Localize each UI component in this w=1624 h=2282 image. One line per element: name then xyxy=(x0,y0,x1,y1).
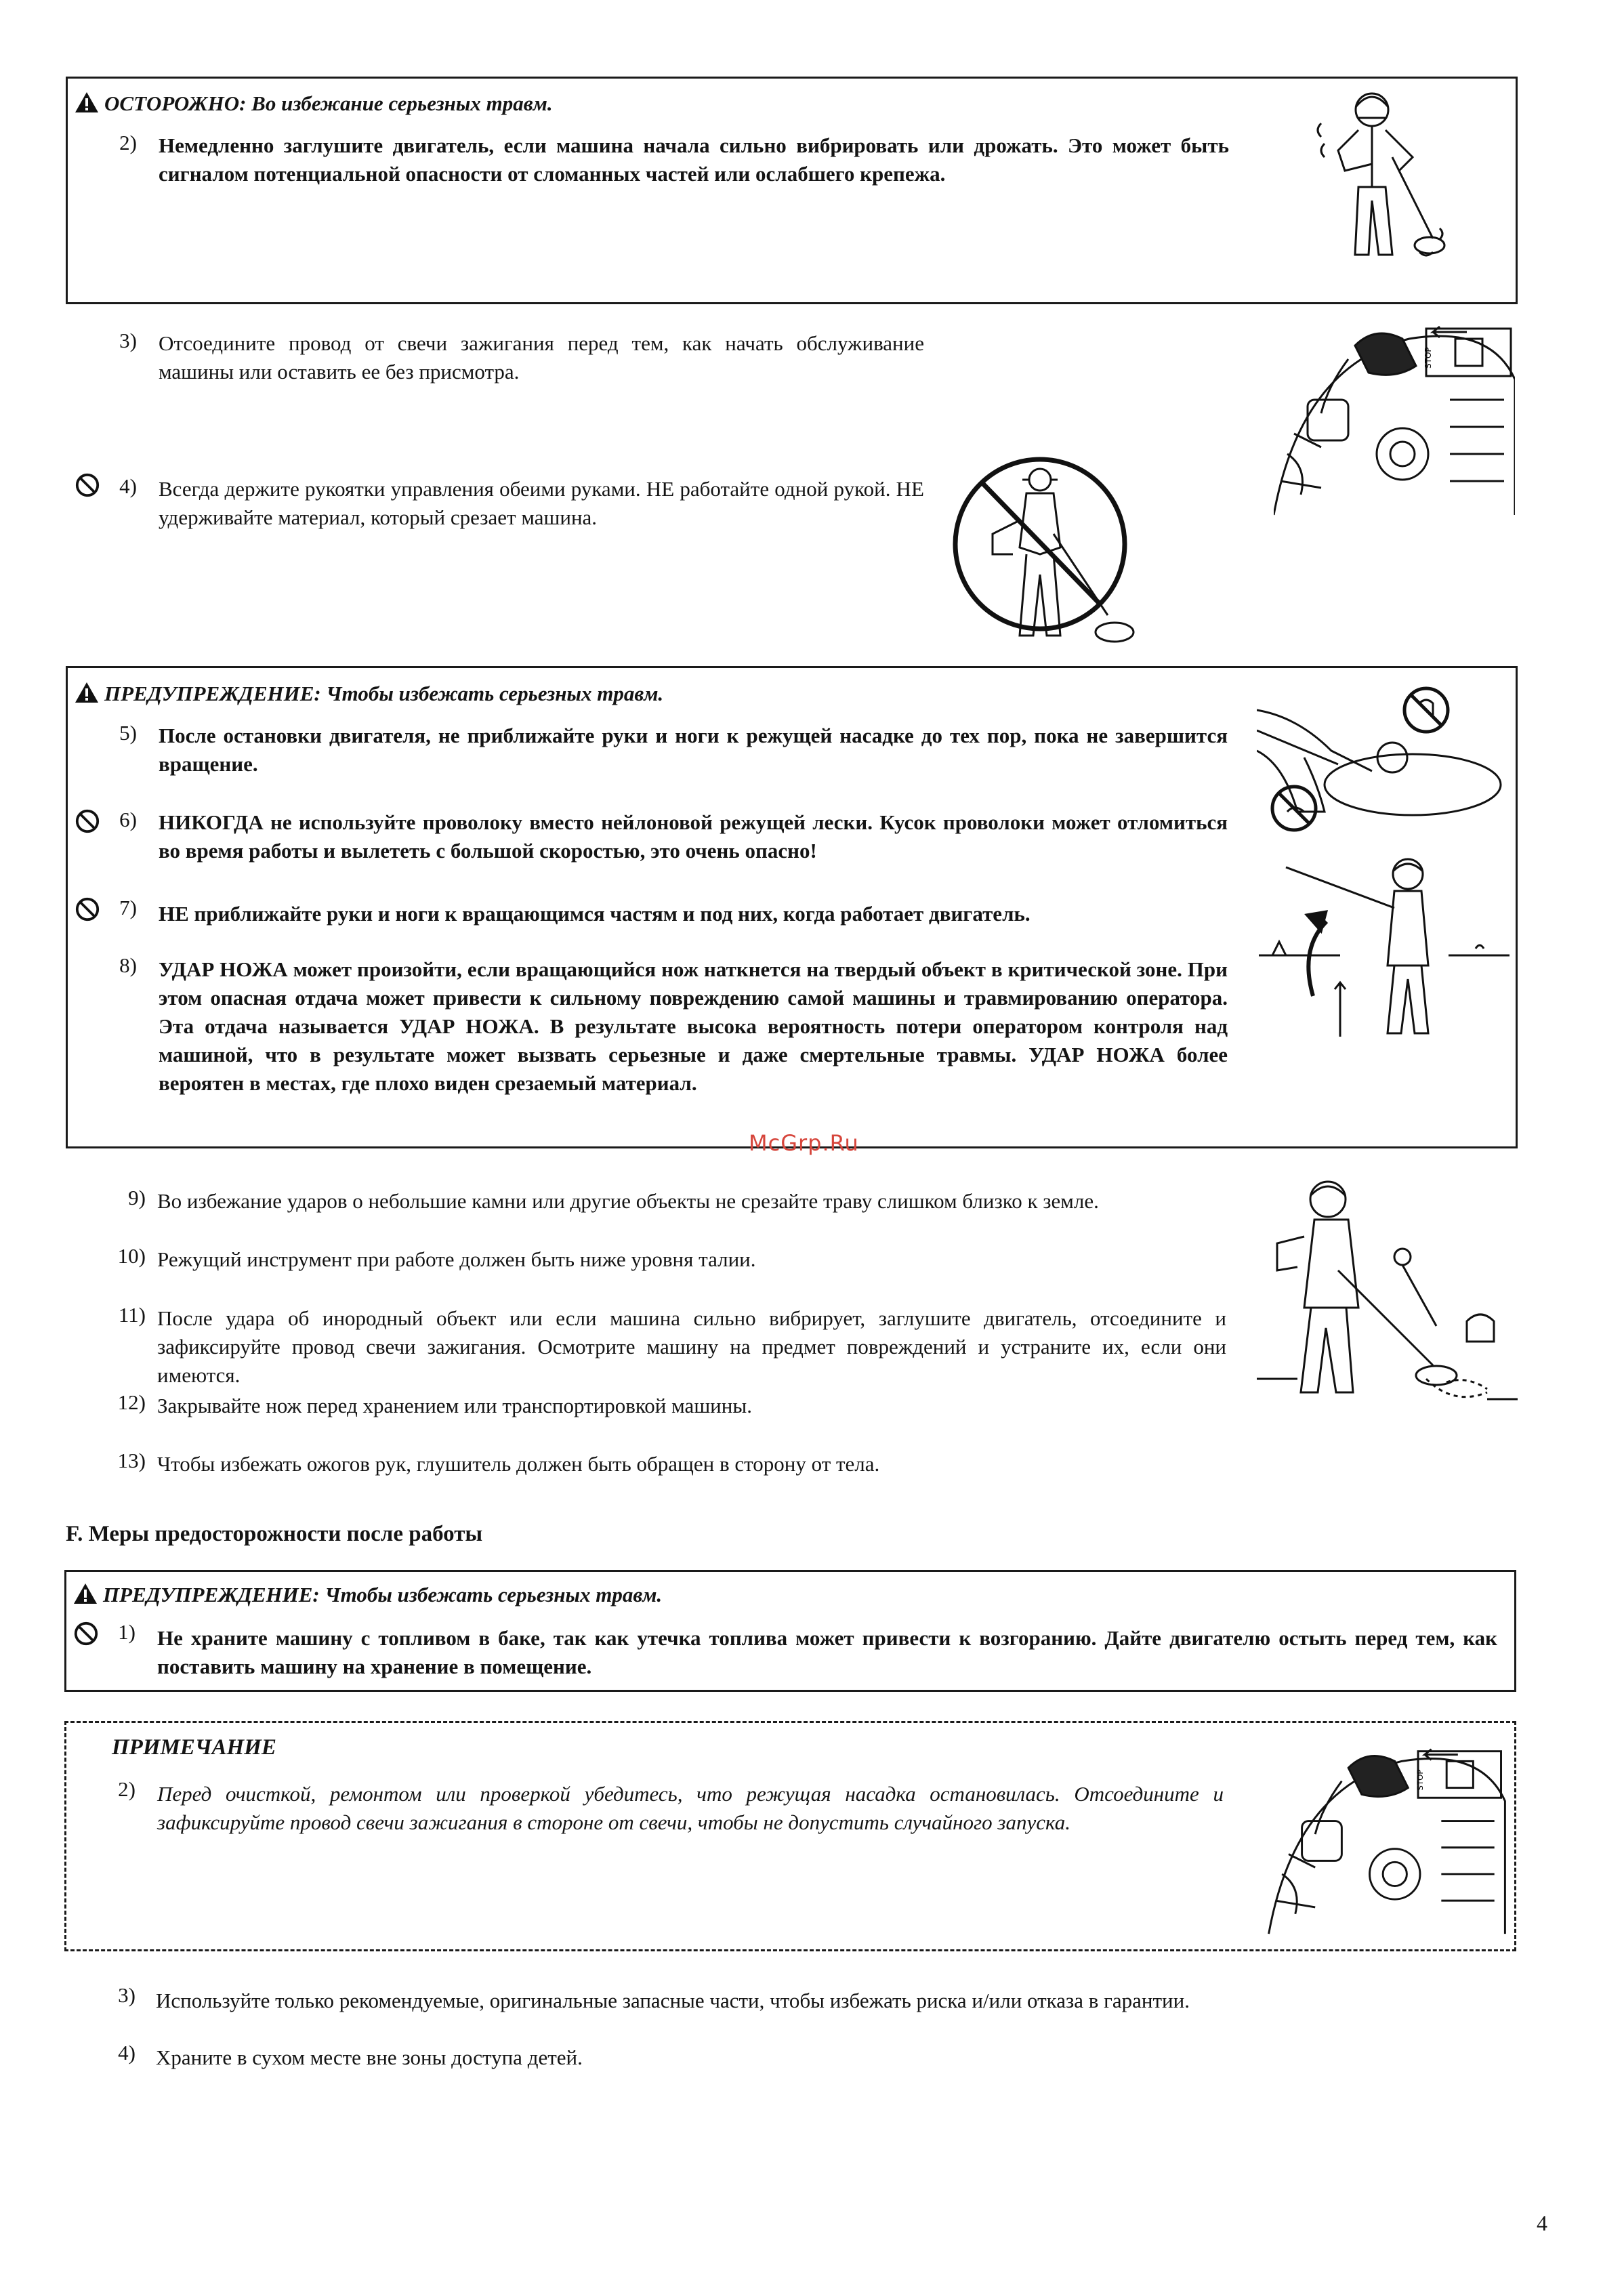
item-9-text: Во избежание ударов о небольшие камни или другие объекты не срезайте траву слишком близко к земле. xyxy=(157,1189,1099,1213)
warning-heading-1 xyxy=(75,680,663,708)
item-number: 6) xyxy=(119,808,137,831)
item-number: 10) xyxy=(117,1244,146,1268)
item-number: 3) xyxy=(118,1983,136,2007)
item-number: 2) xyxy=(118,1777,136,1801)
section-f-title: F. Меры предосторожности после работы xyxy=(66,1522,483,1546)
item-number: 4) xyxy=(119,474,137,498)
operator-vibration-illustration xyxy=(1311,83,1446,271)
item-f4-text: Храните в сухом месте вне зоны доступа детей. xyxy=(156,2046,583,2069)
item-10-text: Режущий инструмент при работе должен быть ниже уровня талии. xyxy=(157,1247,756,1271)
one-hand-prohibited-illustration xyxy=(952,453,1169,656)
item-number: 11) xyxy=(118,1303,146,1327)
operator-trimming-illustration xyxy=(1257,1176,1518,1409)
warning-item-8-text: УДАР НОЖА может произойти, если вращающийся нож наткнется на твердый объект в критической зоне. При этом опасная отдача может привести к сильному повреждению самой машины и травмированию оператора. Эта отдача называется УДАР НОЖА. В результате высока вероятность потери оператором контроля над машиной, что в результате может вызвать серьезные и даже смертельные травмы. УДАР НОЖА более вероятен в местах, где плохо виден срезаемый материал. xyxy=(159,957,1228,1095)
note-item-2-text: Перед очисткой, ремонтом или проверкой убедитесь, что режущая насадка остановилась. Отсоедините и зафиксируйте провод свечи зажигания в стороне от свечи, чтобы не допустить случайного запуска. xyxy=(157,1782,1224,1834)
item-number: 1) xyxy=(118,1620,136,1644)
item-number: 13) xyxy=(117,1449,146,1472)
note-heading: ПРИМЕЧАНИЕ xyxy=(112,1735,276,1760)
caution-item-2-text: Немедленно заглушите двигатель, если машина начала сильно вибрировать или дрожать. Это может быть сигналом потенциальной опасности от сломанных частей или ослабшего крепежа. xyxy=(159,133,1229,186)
page-number: 4 xyxy=(1537,2211,1547,2235)
warning-triangle-icon xyxy=(75,682,99,703)
stop-label: STOP xyxy=(1423,347,1433,369)
rotating-head-hazard-illustration xyxy=(1257,683,1507,846)
warning-item-5-text: После остановки двигателя, не приближайте руки и ноги к режущей насадке до тех пор, пока не завершится вращение. xyxy=(159,724,1228,776)
kickback-illustration xyxy=(1259,854,1510,1050)
caution-heading xyxy=(75,89,553,118)
watermark: McGrp.Ru xyxy=(749,1130,859,1156)
item-number: 9) xyxy=(128,1186,146,1209)
item-12-text: Закрывайте нож перед хранением или транспортировкой машины. xyxy=(157,1394,752,1417)
warning-triangle-icon xyxy=(73,1583,98,1604)
warning-2-item-1-text: Не храните машину с топливом в баке, так как утечка топлива может привести к возгоранию. Дайте двигателю остыть перед тем, как поставить машину на хранение в помещение. xyxy=(157,1626,1497,1678)
item-number: 5) xyxy=(119,721,137,745)
warning-item-7-text: НЕ приближайте руки и ноги к вращающимся частям и под них, когда работает двигатель. xyxy=(159,902,1030,926)
warning-heading-2-text: ПРЕДУПРЕЖДЕНИЕ: Чтобы избежать серьезных травм. xyxy=(103,1583,663,1606)
item-number: 8) xyxy=(119,953,137,977)
stop-label: STOP xyxy=(1415,1769,1425,1791)
item-number: 12) xyxy=(117,1390,146,1414)
item-13-text: Чтобы избежать ожогов рук, глушитель должен быть обращен в сторону от тела. xyxy=(157,1452,880,1476)
item-3-text: Отсоедините провод от свечи зажигания перед тем, как начать обслуживание машины или оставить ее без присмотра. xyxy=(159,331,924,383)
item-f3-text: Используйте только рекомендуемые, оригинальные запасные части, чтобы избежать риска и/или отказа в гарантии. xyxy=(156,1989,1190,2012)
item-number: 7) xyxy=(119,896,137,919)
warning-heading-2 xyxy=(73,1581,662,1609)
caution-heading-text: ОСТОРОЖНО: Во избежание серьезных травм. xyxy=(104,91,553,115)
warning-heading-1-text: ПРЕДУПРЕЖДЕНИЕ: Чтобы избежать серьезных травм. xyxy=(104,682,664,705)
item-number: 3) xyxy=(119,329,137,352)
item-number: 2) xyxy=(119,131,137,154)
item-4-text: Всегда держите рукоятки управления обеими руками. НЕ работайте одной рукой. НЕ удерживайте материал, который срезает машина. xyxy=(159,477,924,529)
item-11-text: После удара об инородный объект или если машина сильно вибрирует, заглушите двигатель, отсоедините и зафиксируйте провод свечи зажигания. Осмотрите машину на предмет повреждений и устраните их, если они имеются. xyxy=(157,1306,1226,1387)
item-number: 4) xyxy=(118,2041,136,2065)
warning-item-6-text: НИКОГДА не используйте проволоку вместо нейлоновой режущей лески. Кусок проволоки может отломиться во время работы и вылететь с большой скоростью, это очень опасно! xyxy=(159,810,1228,863)
spark-plug-stop-illustration xyxy=(1262,1741,1512,1938)
spark-plug-stop-illustration xyxy=(1274,318,1515,519)
warning-triangle-icon xyxy=(75,91,99,113)
